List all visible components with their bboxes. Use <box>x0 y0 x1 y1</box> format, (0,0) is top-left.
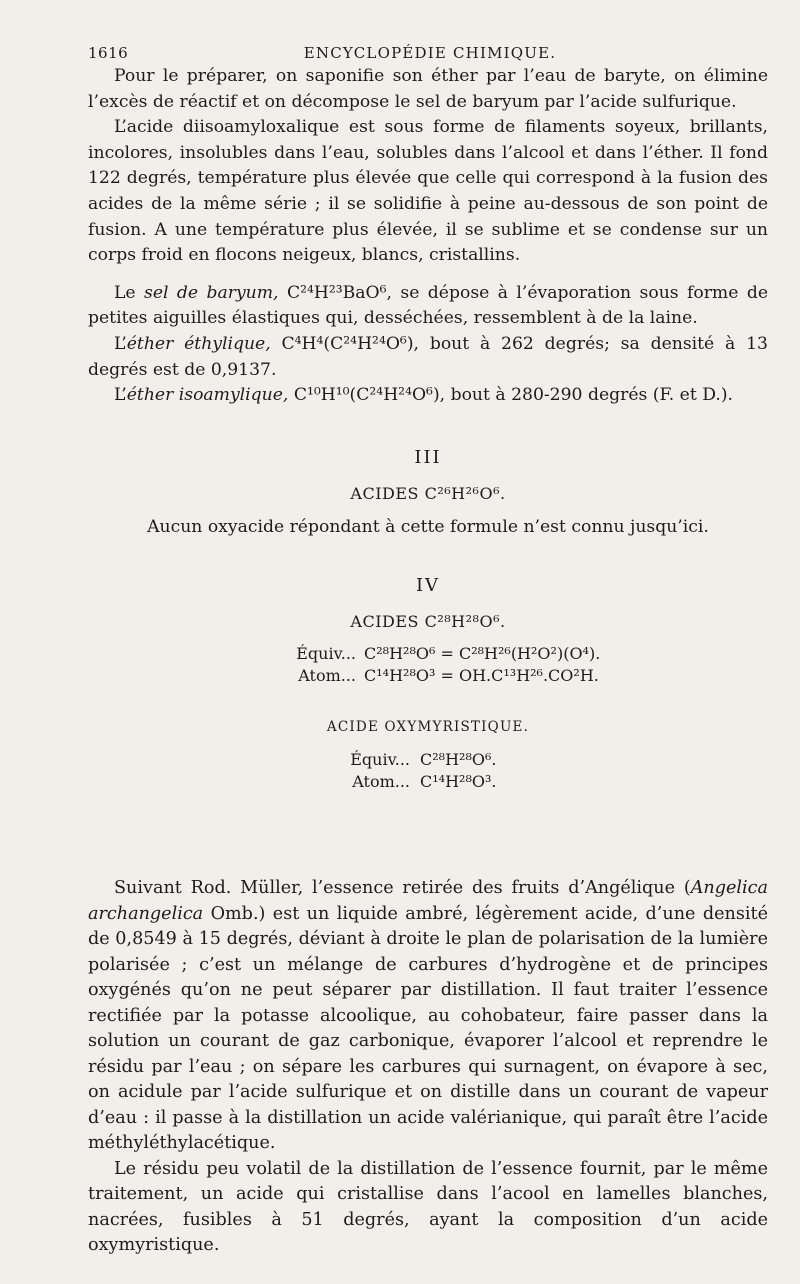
section-title-4: ACIDES C²⁸H²⁸O⁶. <box>350 611 506 631</box>
formula-label-equiv: Équiv... <box>296 643 356 663</box>
text-fragment: Omb.) est un liquide ambré, légèrement acide, d’une densité de 0,8549 à 15 degrés, déviant à droite le plan de polarisation de la lumière polarisée ; c’est un mélange de carbures d’hydrogène et de principes oxygénés qu’on ne peut séparer par distillation. Il faut traiter l’essence rectifiée par la potasse alcoolique, au cohobateur, faire passer dans la solution un courant de gaz carbonique, évaporer l’alcool et reprendre le résidu par l’eau ; on sépare les carbures qui surnagent, on évapore à sec, on acidule par l’acide sulfurique et on distille dans un courant de vapeur d’eau : il passe à la distillation un acide valérianique, qui paraît être l’acide méthyléthylacétique. <box>88 903 768 1153</box>
formula-atom: C¹⁴H²⁸O³. <box>420 771 497 791</box>
page-header <box>88 36 772 66</box>
formula-row-atom <box>88 771 768 793</box>
paragraph-barium-salt <box>88 281 768 332</box>
paragraph-preparation: Pour le préparer, on saponifie son éther par l’eau de baryte, on élimine l’excès de réactif et on décompose le sel de baryum par l’acide sulfurique. <box>88 66 768 112</box>
text-fragment: C²⁴H²³BaO⁶, se dépose à l’évaporation sous forme de petites aiguilles élastiques qui, desséchées, ressemblent à de la laine. <box>88 282 768 329</box>
section-number-4: IV <box>415 574 441 596</box>
paragraph-residue: Le résidu peu volatil de la distillation de l’essence fournit, par le même traitement, un acide qui cristallise dans l’acool en lamelles blanches, nacrées, fusibles à 51 degrés, ayant la composition d’un acide oxymyristique. <box>88 1158 768 1255</box>
formula-row-equiv <box>88 749 768 771</box>
paragraph-diisoamyloxalic-acid: L’acide diisoamyloxalique est sous forme de filaments soyeux, brillants, incolores, insolubles dans l’eau, solubles dans l’alcool et dans l’éther. Il fond 122 degrés, température plus élevée que celle qui correspond à la fusion des acides de la même série ; il se solidifie à peine au-dessous de son point de fusion. A une température plus élevée, il se sublime et se condense sur un corps froid en flocons neigeux, blancs, cristallins. <box>88 117 768 266</box>
text-fragment: L’ <box>114 385 127 406</box>
text-fragment: Le <box>114 282 145 303</box>
formula-label-atom: Atom... <box>352 771 410 791</box>
term-ethyl-ether: éther éthylique, <box>126 333 271 354</box>
term-angelica-archangelica: Angelica archangelica <box>88 878 768 924</box>
section-number-3: III <box>414 446 442 468</box>
formula-equiv: C²⁸H²⁸O⁶ = C²⁸H²⁶(H²O²)(O⁴). <box>364 643 601 663</box>
section-4-formulas <box>88 643 768 687</box>
paragraph-angelica-essence <box>88 876 768 1157</box>
formula-row-atom <box>88 665 768 687</box>
page-number: 1616 <box>88 44 129 62</box>
formula-label-equiv: Équiv... <box>350 749 410 769</box>
term-barium-salt: sel de baryum, <box>144 282 279 303</box>
term-isoamyl-ether: éther isoamylique, <box>126 385 289 406</box>
section-3-statement: Aucun oxyacide répondant à cette formule n’est connu jusqu’ici. <box>147 516 709 537</box>
formula-atom: C¹⁴H²⁸O³ = OH.C¹³H²⁶.CO²H. <box>364 665 599 685</box>
formula-equiv: C²⁸H²⁸O⁶. <box>420 749 497 769</box>
formula-row-equiv <box>88 643 768 665</box>
running-title: ENCYCLOPÉDIE CHIMIQUE. <box>303 44 557 62</box>
main-text-bottom <box>88 876 768 1259</box>
section-title-3: ACIDES C²⁶H²⁶O⁶. <box>350 483 506 503</box>
text-fragment: C¹⁰H¹⁰(C²⁴H²⁴O⁶), bout à 280-290 degrés (F. et D.). <box>288 385 734 406</box>
subsection-formulas <box>88 749 768 793</box>
formula-label-atom: Atom... <box>298 665 356 685</box>
paragraph-isoamyl-ether <box>88 383 768 409</box>
text-fragment: C⁴H⁴(C²⁴H²⁴O⁶), bout à 262 degrés; sa densité à 13 degrés est de 0,9137. <box>88 333 768 380</box>
text-fragment: Suivant Rod. Müller, l’essence retirée des fruits d’Angélique ( <box>114 878 691 898</box>
paragraph-ethyl-ether <box>88 332 768 383</box>
main-text-top <box>88 64 768 793</box>
text-fragment: L’ <box>114 333 127 354</box>
subsection-title: ACIDE OXYMYRISTIQUE. <box>326 718 530 735</box>
